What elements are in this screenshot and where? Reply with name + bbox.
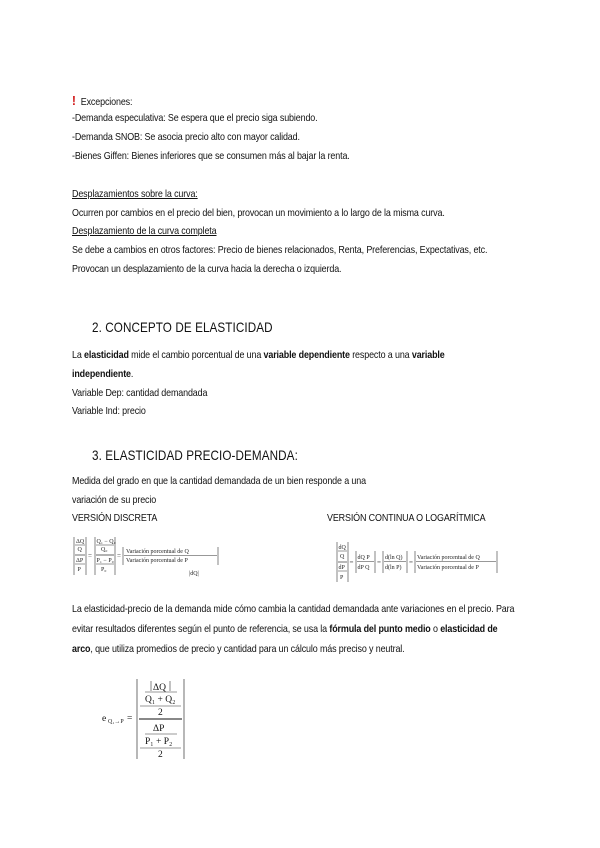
c-logden: d(ln P) [385, 565, 402, 571]
f-dq: ΔQ [76, 539, 85, 545]
section2-paragraph-line: La elasticidad mide el cambio porcentual de una variable dependiente respecto a una variable [72, 350, 445, 361]
svg-text:=: = [377, 558, 381, 567]
section3-paragraph-line: La elasticidad-precio de la demanda mide cómo cambia la cantidad demandada ante variaciones en el precio. Para [72, 604, 515, 615]
m-two-2: 2 [158, 750, 163, 760]
f-q: Q [77, 547, 82, 553]
m-lhs: e [102, 714, 107, 724]
exception-item: -Bienes Giffen: Bienes inferiores que se consumen más al bajar la renta. [72, 151, 350, 162]
exception-item: -Demanda especulativa: Se espera que el precio siga subiendo. [72, 113, 318, 124]
section-heading-2: 2. CONCEPTO DE ELASTICIDAD [92, 320, 273, 335]
f-qdiff: Q₁ − Q₀ [96, 539, 116, 545]
svg-text:=: = [349, 558, 354, 567]
f-p0: P₀ [101, 567, 107, 573]
c-mid: dQ P [357, 555, 370, 561]
f-ratio-den: Variación porcentual de P [126, 558, 188, 564]
c-lognum: d(ln Q) [385, 555, 403, 561]
m-two: 2 [158, 708, 163, 718]
exclamation-icon: ! [71, 93, 76, 108]
c-p: P [340, 575, 344, 581]
m-eq: = [127, 714, 133, 724]
exceptions-heading: ! Excepciones: [71, 93, 133, 108]
section3-definition: variación de su precio [72, 495, 157, 506]
section3-paragraph-line: arco, que utiliza promedios de precio y cantidad para un cálculo más preciso y neutral. [72, 644, 405, 655]
midpoint-formula [100, 677, 200, 763]
shift-curve-text: Se debe a cambios en otros factores: Precio de bienes relacionados, Renta, Preferencias, Expectativas, etc. [72, 245, 488, 256]
section3-definition: Medida del grado en que la cantidad demandada de un bien responde a una [72, 476, 366, 487]
m-dq: ΔQ [153, 683, 166, 693]
f-ratio-num: Variación porcentual de Q [126, 549, 189, 555]
svg-text:=: = [88, 552, 92, 560]
shift-curve-title: Desplazamiento de la curva completa [72, 226, 217, 237]
discrete-formula [72, 535, 222, 579]
m-qsum: Q₁ + Q₂ [145, 695, 176, 705]
shift-along-title: Desplazamientos sobre la curva: [72, 189, 198, 200]
continuous-label: VERSIÓN CONTINUA O LOGARÍTMICA [327, 513, 486, 524]
m-dp: ΔP [153, 724, 165, 734]
c-ratio-num: Variación porcentual de Q [417, 555, 480, 561]
shift-along-text: Ocurren por cambios en el precio del bien, provocan un movimiento a lo largo de la misma curva. [72, 208, 445, 219]
continuous-formula [335, 541, 500, 583]
section-heading-3: 3. ELASTICIDAD PRECIO-DEMANDA: [92, 448, 298, 463]
f-q0: Q₀ [101, 547, 108, 553]
c-q: Q [340, 554, 345, 560]
section3-paragraph-line: evitar resultados diferentes según el punto de referencia, se usa la fórmula del punto medio o elasticidad de [72, 624, 498, 635]
m-psum: P₁ + P₂ [145, 737, 173, 747]
exception-item: -Demanda SNOB: Se asocia precio alto con mayor calidad. [72, 132, 300, 143]
c-dp: dP [338, 565, 345, 571]
variable-dep: Variable Dep: cantidad demandada [72, 388, 208, 399]
svg-text:=: = [409, 558, 413, 567]
c-dq: dQ [338, 545, 346, 551]
f-p: P [77, 567, 81, 573]
section2-paragraph-line: independiente. [72, 369, 134, 380]
f-dp: ΔP [76, 558, 84, 564]
c-ratio-den: Variación porcentual de P [417, 565, 479, 571]
m-lhs-sub: Q₁→P [108, 719, 124, 725]
f-pdiff: P₁ − P₀ [96, 558, 114, 564]
discrete-label: VERSIÓN DISCRETA [72, 513, 158, 524]
svg-text:=: = [117, 552, 121, 560]
variable-ind: Variable Ind: precio [72, 406, 146, 417]
shift-curve-text: Provocan un desplazamiento de la curva hacia la derecha o izquierda. [72, 264, 342, 275]
c-mid2: dP Q [357, 565, 370, 571]
f-foot: |dQ| [189, 571, 199, 577]
